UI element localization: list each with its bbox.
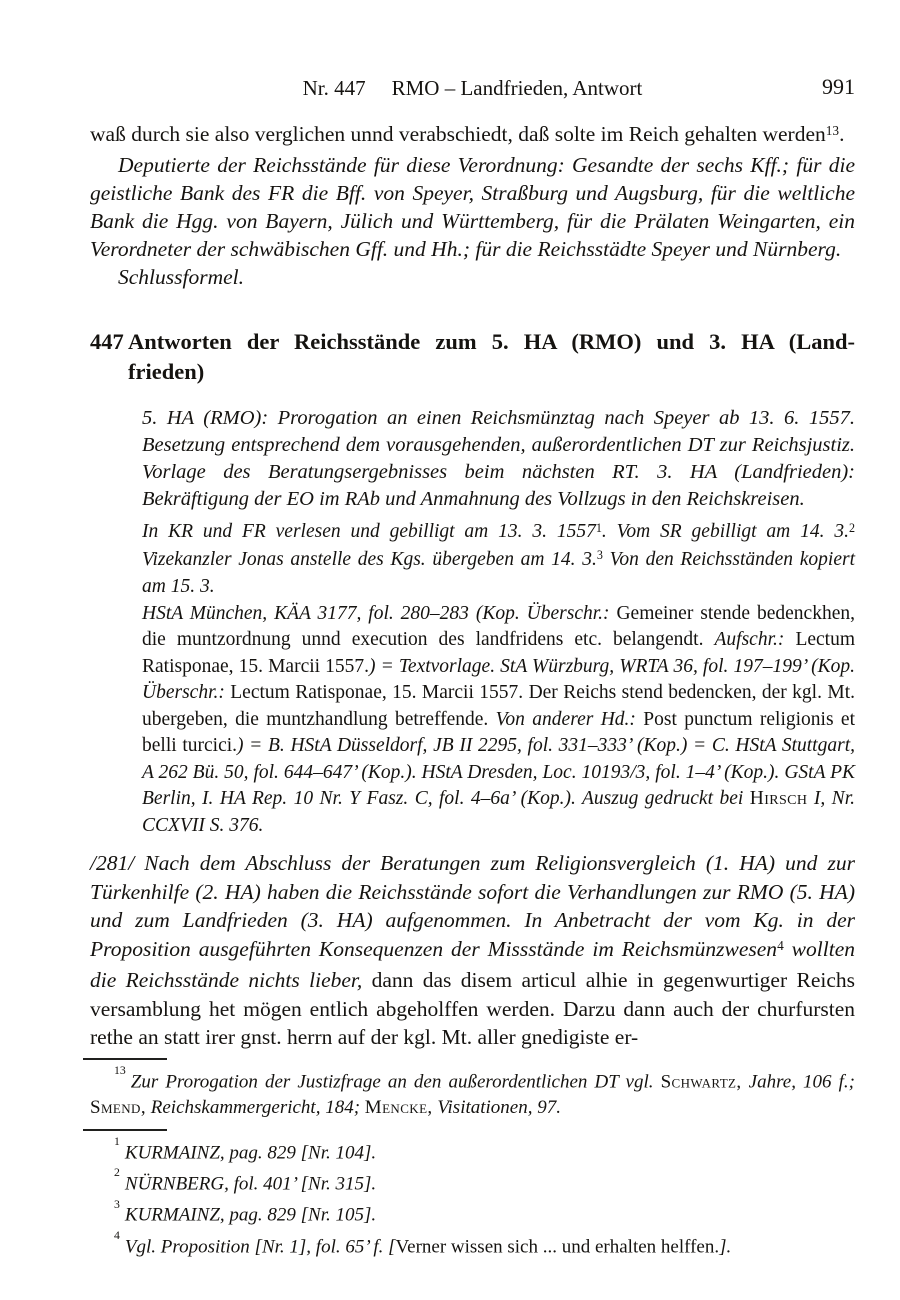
footnote-separator-bottom xyxy=(83,1129,167,1131)
footnote-1-number: 1 xyxy=(114,1134,120,1148)
running-title-text: RMO – Landfrieden, Antwort xyxy=(391,76,643,100)
footnote-13-number: 13 xyxy=(114,1063,126,1077)
approval-note: In KR und FR verlesen und gebilligt am 13. 3. 1557$^1$. Vom SR gebilligt am 14. 3.$^2$ Vizekanzler Jonas anstelle des Kgs. übergeben am 14. 3.$^3$ Von den Reichsständen kopiert am 15. 3. xyxy=(142,520,855,597)
footnote-2-text: NÜRNBERG, fol. 401’ [Nr. 315]. xyxy=(124,1173,377,1195)
running-title xyxy=(90,76,855,101)
footnote-1-text: KURMAINZ, pag. 829 [Nr. 104]. xyxy=(124,1142,377,1164)
footnote-2 xyxy=(90,1166,855,1197)
footnote-3-text: KURMAINZ, pag. 829 [Nr. 105]. xyxy=(124,1204,377,1226)
entry-title xyxy=(128,327,855,387)
page-number: 991 xyxy=(822,74,855,99)
footnote-3-number: 3 xyxy=(114,1197,120,1211)
footnote-2-number: 2 xyxy=(114,1166,120,1180)
footnote-4-number: 4 xyxy=(114,1228,120,1242)
footnote-4-text: Vgl. Proposition [Nr. 1], fol. 65’ f. [Verner wissen sich ... und erhalten helffen.]. xyxy=(124,1236,732,1258)
source-description: HStA München, KÄA 3177, fol. 280–283 (Kop. Überschr.: Gemeiner stende bedenckhen, die muntzordnung unnd execution des landfridens etc. belangendt. Aufschr.: Lectum Ratisponae, 15. Marcii 1557.) = Textvorlage. StA Würzburg, WRTA 36, fol. 197–199’ (Kop. Überschr.: Lectum Ratisponae, 15. Marcii 1557. Der Reichs stend bedencken, der kgl. Mt. ubergeben, die muntzhandlung betreffende. Von anderer Hd.: Post punctum religionis et belli turcici.) = B. HStA Düsseldorf, JB II 2295, fol. 331–333’ (Kop.) = C. HStA Stuttgart, A 262 Bü. 50, fol. 644–647’ (Kop.). HStA Dresden, Loc. 10193/3, fol. 1–4’ (Kop.). GStA PK Berlin, I. HA Rep. 10 Nr. Y Fasz. C, fol. 4–6a’ (Kop.). Auszug gedruckt bei Hirsch I, Nr. CCXVII S. 376. xyxy=(142,602,856,836)
summary-paragraph: 5. HA (RMO): Prorogation an einen Reichsmünztag nach Speyer ab 13. 6. 1557. Besetzung entsprechend dem vorausgehenden, außerordentlichen DT zur Reichsjustiz. Vorlage des Beratungsergebnisses beim nächsten RT. 3. HA (Landfrieden): Bekräftigung der EO im RAb und Anmahnung des Vollzugs in den Reichskreisen. xyxy=(142,407,855,510)
footnote-area xyxy=(90,1058,855,1261)
entry-heading xyxy=(90,327,855,387)
continuation-paragraph: waß durch sie also verglichen unnd verabschiedt, daß solte im Reich gehalten werden$^{13}$. xyxy=(90,122,845,146)
footnote-separator-top xyxy=(83,1058,167,1060)
footnote-4 xyxy=(90,1229,855,1260)
running-header xyxy=(90,76,855,104)
entry-number: 447 xyxy=(90,329,124,354)
footnote-1 xyxy=(90,1135,855,1166)
deputierte-paragraph: Deputierte der Reichsstände für diese Verordnung: Gesandte der sechs Kff.; für die geistliche Bank des FR die Bff. von Speyer, Straßburg und Augsburg, für die weltliche Bank die Hgg. von Bayern, Jülich und Württemberg, für die Prälaten Weingarten, ein Verordneter der schwäbischen Gff. und Hh.; für die Reichsstädte Speyer und Nürnberg. xyxy=(90,153,855,261)
main-text-paragraph: /281/ Nach dem Abschluss der Beratungen zum Religionsvergleich (1. HA) und zur Türkenhilfe (2. HA) haben die Reichsstände sofort die Verhandlungen zur RMO (5. HA) und zum Landfrieden (3. HA) aufgenommen. In Anbetracht der vom Kg. in der Proposition ausgeführten Konsequenzen der Missstände im Reichsmünzwesen$^4$ wollten die Reichsstände nichts lieber, dann das disem articul alhie in gegenwurtiger Reichs versamblung het mögen entlich abgeholffen werden. Darzu dann auch der churfursten rethe an statt irer gnst. herrn auf der kgl. Mt. aller gnedigiste er- xyxy=(90,851,855,1049)
entry-title-line1: Antworten der Reichsstände zum 5. HA (RMO) und 3. HA (Land- xyxy=(128,329,855,354)
doc-ref: Nr. 447 xyxy=(302,76,366,100)
schlussformel-line: Schlussformel. xyxy=(118,265,245,289)
entry-title-line2: frieden) xyxy=(128,359,205,384)
footnote-3 xyxy=(90,1197,855,1228)
footnote-13 xyxy=(90,1064,855,1121)
footnote-13-text: Zur Prorogation der Justizfrage an den außerordentlichen DT vgl. Schwartz, Jahre, 106 f.; Smend, Reichskammergericht, 184; Mencke, Visitationen, 97. xyxy=(90,1070,855,1118)
